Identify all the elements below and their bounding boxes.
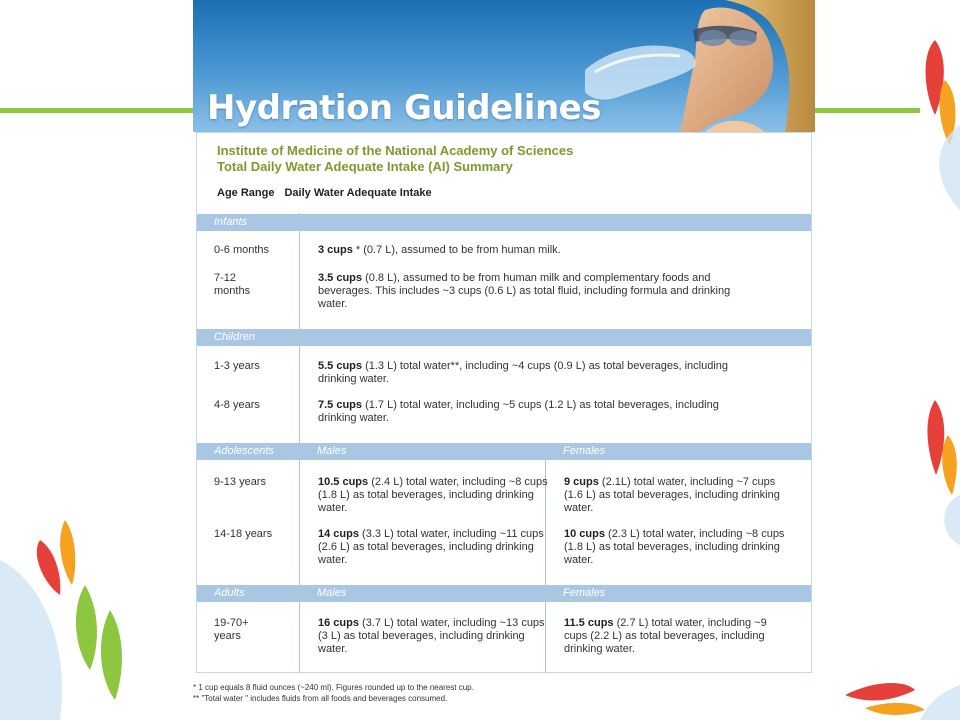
section-label-infants: Infants [214,216,248,228]
footnote-2: ** "Total water " includes fluids from all foods and beverages consumed. [193,694,448,703]
intake-detail: (3.3 L) total water, including ~11 cups (2.6 L) as total beverages, including drinking water. [318,528,544,566]
column-header-intake: Daily Water Adequate Intake [284,187,432,199]
intake-children-4-8 [318,399,758,425]
age-adolescents-14-18: 14-18 years [214,528,273,540]
intake-detail: * (0.7 L), assumed to be from human milk. [352,244,561,256]
source-line-2: Total Daily Water Adequate Intake (AI) Summary [217,159,513,174]
cups-value: 9 cups [564,476,599,488]
column-header-age: Age Range [217,187,275,199]
section-bar-infants [197,214,811,231]
cups-value: 10 cups [564,528,605,540]
intake-detail: (2.4 L) total water, including ~8 cups (1.8 L) as total beverages, including drinking water. [318,476,548,514]
intake-detail: (0.8 L), assumed to be from human milk and complementary foods and beverages. This includes ~3 cups (0.6 L) as total fluid, including formula and drinking water. [318,272,731,310]
footnotes [193,682,474,704]
section-label-adolescents: Adolescents [214,445,274,457]
footnote-1: * 1 cup equals 8 fluid ounces (~240 ml). Figures rounded up to the nearest cup. [193,683,474,692]
cups-value: 14 cups [318,528,359,540]
document-title: Hydration Guidelines [207,88,601,128]
intake-detail: (2.7 L) total water, including ~9 cups (2.2 L) as total beverages, including drinking water. [564,617,767,655]
age-children-4-8: 4-8 years [214,399,260,411]
column-label-females: Females [563,445,606,457]
age-infants-0-6: 0-6 months [214,244,270,256]
table-header [197,133,811,213]
column-label-males: Males [317,445,347,457]
woman-drinking-water-photo [585,0,815,132]
cups-value: 11.5 cups [564,617,614,629]
section-label-children: Children [214,331,255,343]
decorative-swirl-bottom-right [815,660,960,720]
intake-children-1-3 [318,360,758,386]
cups-value: 3 cups [318,244,353,256]
intake-detail: (2.1L) total water, including ~7 cups (1.6 L) as total beverages, including drinking water. [564,476,780,514]
age-infants-7-12: 7-12 months [214,272,251,297]
hydration-guidelines-document [193,0,815,720]
intake-infants-0-6 [318,244,758,257]
decorative-swirl-bottom-left [0,500,140,720]
intake-detail: (1.7 L) total water, including ~5 cups (1.2 L) as total beverages, including drinking water. [318,399,719,424]
age-children-1-3: 1-3 years [214,360,260,372]
decorative-swirl-mid-right [910,395,960,545]
intake-detail: (3.7 L) total water, including ~13 cups (3 L) as total beverages, including drinking water. [318,617,545,655]
accent-line-left [0,108,193,113]
section-bar-adolescents [197,443,811,460]
section-bar-adults [197,585,811,602]
column-label-females: Females [563,587,606,599]
cups-value: 10.5 cups [318,476,369,488]
age-adults-19-70: 19-70+ years [214,617,249,642]
cups-value: 16 cups [318,617,359,629]
column-label-males: Males [317,587,347,599]
section-label-adults: Adults [214,587,245,599]
intake-adults-males [318,617,548,656]
intake-detail: (2.3 L) total water, including ~8 cups (1.8 L) as total beverages, including drinking water. [564,528,785,566]
source-line-1: Institute of Medicine of the National Academy of Sciences [217,143,574,158]
intake-adolescents-9-13-females [564,476,789,515]
age-adolescents-9-13: 9-13 years [214,476,266,488]
intake-table [196,132,812,673]
title-banner [193,0,815,132]
intake-adolescents-9-13-males [318,476,548,515]
column-headers [217,187,811,199]
intake-adolescents-14-18-males [318,528,548,567]
cups-value: 7.5 cups [318,399,363,411]
intake-detail: (1.3 L) total water**, including ~4 cups (0.9 L) as total beverages, including drinking water. [318,360,728,385]
section-bar-children [197,329,811,346]
intake-infants-7-12 [318,272,758,311]
cups-value: 3.5 cups [318,272,363,284]
intake-adolescents-14-18-females [564,528,789,567]
intake-adults-females [564,617,789,656]
decorative-swirl-top-right [905,35,960,215]
cups-value: 5.5 cups [318,360,363,372]
